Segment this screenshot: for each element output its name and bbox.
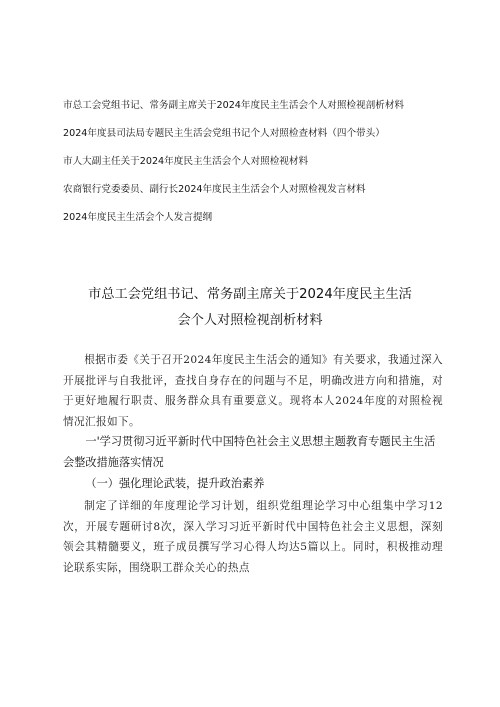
table-of-contents bbox=[63, 99, 443, 225]
toc-item[interactable]: 2024年度县司法局专题民主生活会党组书记个人对照检查材料（四个带头） bbox=[63, 128, 385, 139]
document-title-line1: 市总工会党组书记、常务副主席关于2024年度民主生活 bbox=[88, 287, 412, 302]
section-heading: 一'学习贯彻习近平新时代中国特色社会主义思想主题教育专题民主生活会整改措施落实情况 bbox=[63, 435, 436, 469]
intro-paragraph: 根据市委《关于召开2024年度民主生活会的通知》有关要求，我通过深入开展批评与自我批评，查找自身存在的问题与不足，明确改进方向和措施，对于更好地履行职责、服务群众具有重要意义。现将本人2024年度的对照检视情况汇报如下。 bbox=[63, 354, 443, 428]
toc-item[interactable]: 农商银行党委委员、副行长2024年度民主生活会个人对照检视发言材料 bbox=[63, 184, 366, 195]
toc-item[interactable]: 市人大副主任关于2024年度民主生活会个人对照检视材料 bbox=[63, 156, 309, 167]
document-title bbox=[60, 282, 440, 334]
body-paragraph: 制定了详细的年度理论学习计划，组织党组理论学习中心组集中学习12次，开展专题研讨8次，深入学习习近平新时代中国特色社会主义思想，深刻领会其精髓要义，班子成员撰写学习心得人均达5篇以上。同时，积极推动理论联系实际，围绕职工群众关心的热点 bbox=[63, 500, 443, 574]
subsection-heading: （一）强化理论武装，提升政治素养 bbox=[85, 477, 265, 490]
toc-item[interactable]: 2024年度民主生活会个人发言提纲 bbox=[63, 212, 213, 223]
toc-item[interactable]: 市总工会党组书记、常务副主席关于2024年度民主生活会个人对照检视剖析材料 bbox=[63, 100, 405, 111]
document-title-line2: 会个人对照检视剖析材料 bbox=[177, 313, 323, 328]
